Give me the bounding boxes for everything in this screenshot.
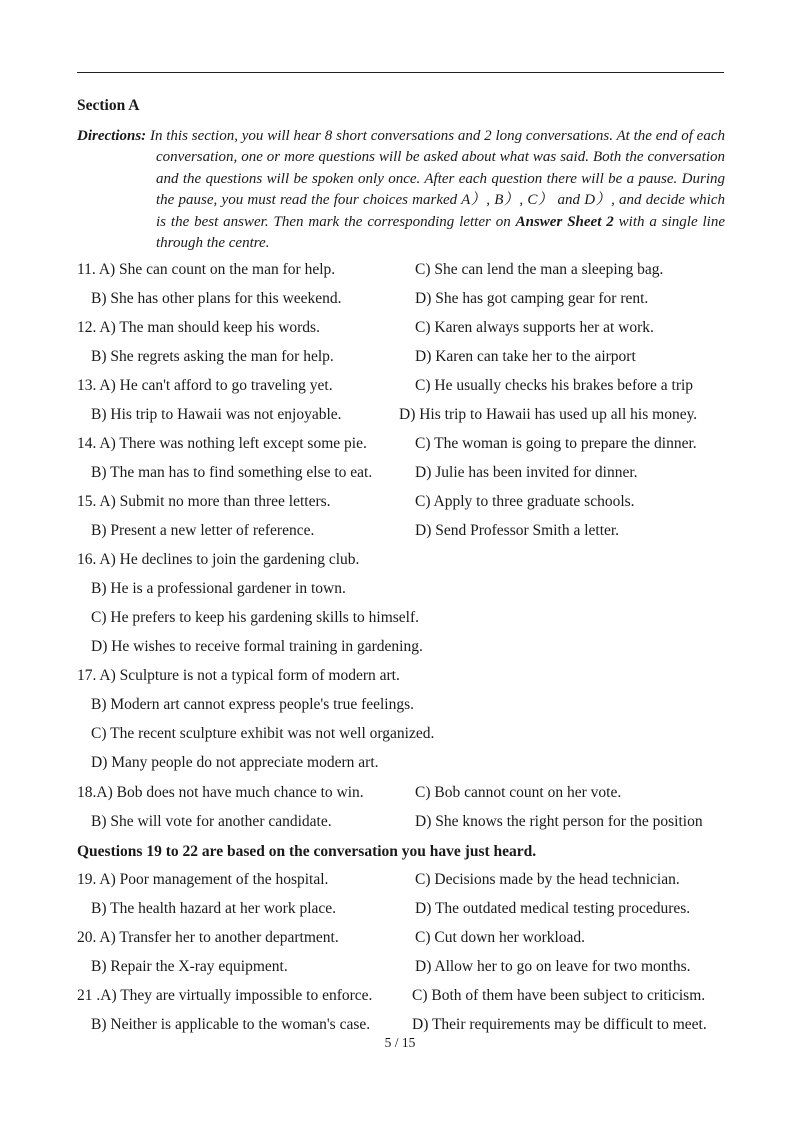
- option-d: D) Many people do not appreciate modern art.: [91, 754, 379, 771]
- option-a: 12. A) The man should keep his words.: [77, 319, 320, 336]
- directions-text-end: with a single line through the centre.: [156, 213, 725, 252]
- option-a: 17. A) Sculpture is not a typical form of modern art.: [77, 667, 400, 684]
- option-a: 14. A) There was nothing left except some pie.: [77, 435, 367, 452]
- option-d: D) Send Professor Smith a letter.: [415, 522, 620, 539]
- option-d: D) His trip to Hawaii has used up all his money.: [399, 406, 698, 423]
- option-b: B) Neither is applicable to the woman's case.: [91, 1016, 371, 1033]
- option-d: D) Karen can take her to the airport: [415, 348, 636, 365]
- option-c: C) He prefers to keep his gardening skills to himself.: [91, 609, 420, 626]
- header-rule: [77, 72, 724, 73]
- option-b: B) She regrets asking the man for help.: [91, 348, 334, 365]
- option-c: C) The recent sculpture exhibit was not well organized.: [91, 725, 435, 742]
- option-a: 20. A) Transfer her to another department.: [77, 929, 339, 946]
- option-a: 19. A) Poor management of the hospital.: [77, 871, 329, 888]
- option-c: C) Both of them have been subject to criticism.: [412, 987, 706, 1004]
- section-title: Section A: [77, 97, 140, 114]
- option-d: D) Allow her to go on leave for two months.: [415, 958, 691, 975]
- option-b: B) She has other plans for this weekend.: [91, 290, 342, 307]
- option-d: D) She has got camping gear for rent.: [415, 290, 649, 307]
- option-a: 18.A) Bob does not have much chance to win.: [77, 784, 364, 801]
- option-c: C) She can lend the man a sleeping bag.: [415, 261, 664, 278]
- option-a: 11. A) She can count on the man for help.: [77, 261, 336, 278]
- page-number: 5 / 15: [384, 1035, 416, 1050]
- option-a: 15. A) Submit no more than three letters.: [77, 493, 331, 510]
- option-c: C) The woman is going to prepare the dinner.: [415, 435, 697, 452]
- option-b: B) Present a new letter of reference.: [91, 522, 315, 539]
- option-b: B) The man has to find something else to eat.: [91, 464, 373, 481]
- option-b: B) Modern art cannot express people's true feelings.: [91, 696, 415, 713]
- directions-text: In this section, you will hear 8 short conversations and 2 long conversations. At the end of each conversation, one or more questions will be asked about what was said. Both the conversation and the questions will be spoken only once. After each question there will be a pause. During the pause, you must read the four choices marked A）, B）, C） and D）, and decide which is the best answer. Then mark the corresponding letter on: [146, 128, 725, 230]
- option-d: D) Julie has been invited for dinner.: [415, 464, 638, 481]
- option-b: B) The health hazard at her work place.: [91, 900, 337, 917]
- option-d: D) Their requirements may be difficult to meet.: [412, 1016, 707, 1033]
- option-c: C) Cut down her workload.: [415, 929, 586, 946]
- option-b: B) His trip to Hawaii was not enjoyable.: [91, 406, 342, 423]
- option-a: 13. A) He can't afford to go traveling yet.: [77, 377, 333, 394]
- conversation-note: Questions 19 to 22 are based on the conversation you have just heard.: [77, 843, 537, 860]
- answer-sheet-ref: Answer Sheet 2: [515, 213, 614, 230]
- option-c: C) Decisions made by the head technician.: [415, 871, 680, 888]
- option-c: C) Karen always supports her at work.: [415, 319, 654, 336]
- option-b: B) She will vote for another candidate.: [91, 813, 332, 830]
- option-d: D) He wishes to receive formal training in gardening.: [91, 638, 423, 655]
- option-b: B) He is a professional gardener in town.: [91, 580, 346, 597]
- directions-label: Directions:: [77, 128, 147, 144]
- option-c: C) Apply to three graduate schools.: [415, 493, 635, 510]
- option-b: B) Repair the X-ray equipment.: [91, 958, 288, 975]
- option-d: D) The outdated medical testing procedures.: [415, 900, 691, 917]
- option-a: 21 .A) They are virtually impossible to enforce.: [77, 987, 373, 1004]
- option-a: 16. A) He declines to join the gardening club.: [77, 551, 360, 568]
- option-d: D) She knows the right person for the position: [415, 813, 703, 830]
- option-c: C) Bob cannot count on her vote.: [415, 784, 622, 801]
- option-c: C) He usually checks his brakes before a trip: [415, 377, 694, 394]
- directions-paragraph: [77, 126, 725, 254]
